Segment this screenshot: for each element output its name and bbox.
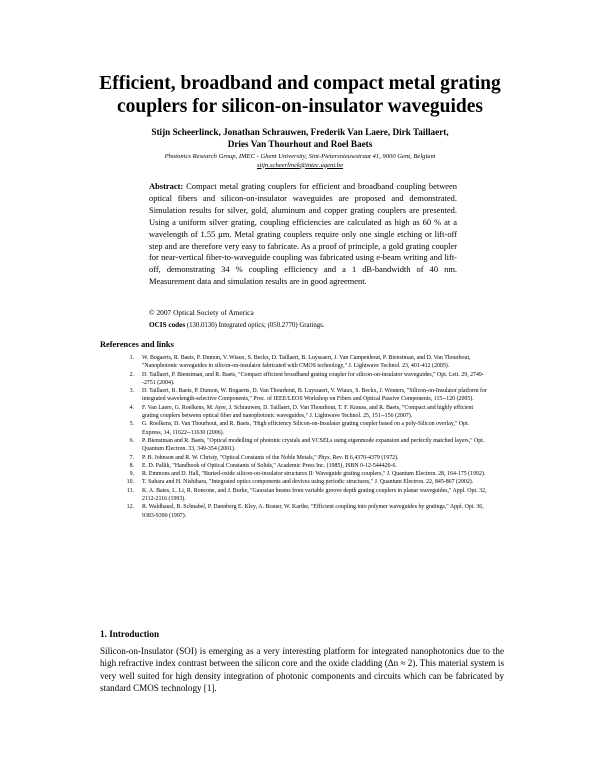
reference-number: 6.: [129, 437, 134, 444]
reference-number: 3.: [129, 388, 134, 395]
reference-text: K. A. Bates, L. Li, R. Roncone, and J. Burke, "Gaussian beams from variable groove depth grating couplers in planar waveguides," Appl. Opt. 32, 2112-2116 (1993).: [142, 487, 487, 503]
reference-number: 5.: [129, 421, 134, 428]
reference-number: 9.: [129, 471, 134, 478]
reference-list: [120, 354, 490, 520]
authors-line-1: Stijn Scheerlinck, Jonathan Schrauwen, Frederik Van Laere, Dirk Taillaert,: [151, 127, 449, 137]
reference-text: G. Roelkens, D. Van Thourhout, and R. Baets, "High efficiency Silicon-on-Insulator grating coupler based on a poly-Silicon overlay," Opt. Express, 14, 11622--11630 (2006).: [142, 421, 470, 436]
introduction-paragraph: Silicon-on-Insulator (SOI) is emerging as a very interesting platform for integrated nanophotonics due to the high refractive index contrast between the silicon core and the oxide cladding (Δn ≈ 2). This material system is very well suited for high density integration of photonic components and circuits which can be fabricated by standard CMOS technology [1].: [100, 646, 504, 694]
reference-number: 11.: [126, 487, 134, 494]
ocis-text: (130.0130) Integrated optics; (050.2770) Gratings.: [186, 322, 325, 329]
reference-item: [120, 487, 490, 504]
reference-item: [120, 470, 490, 478]
reference-item: [120, 404, 490, 421]
reference-text: F. Van Laere, G. Roelkens, M. Ayre, J. Schrauwen, D. Taillaert, D. Van Thourhout, T. F. Krauss, and R. Baets, "Compact and highly efficient grating couplers between optical fiber and nanophotonic waveguides," J. Lightwave Technol. 25, 151--156 (2007).: [142, 404, 474, 420]
reference-text: R. Waldhausl, B. Schnabel, P. Dannberg E. Kley, A. Brauer, W. Karthe, "Efficient coupling into polymer waveguides by gratings," Appl. Opt. 36, 9383-9390 (1997).: [142, 504, 484, 519]
reference-item: [120, 437, 490, 454]
reference-text: D. Taillaert, P. Bienstman, and R. Baets, "Compact efficient broadband grating coupler for silicon-on-insulator waveguides," Opt. Lett. 29, 2749--2751 (2004).: [142, 371, 484, 386]
reference-text: W. Bogaerts, R. Baets, P. Dumon, V. Wiaux, S. Beckx, D. Taillaert, B. Luyssaert, J. Van Campenhout, P. Bienstman, and D. Van Thourhout, "Nanophotonic waveguides in silicon-on-insulator fabricated with CMOS technology," J. Lightwave Technol. 23, 401-412 (2005).: [142, 355, 471, 370]
references-heading: References and links: [100, 340, 174, 349]
reference-text: E. D. Pallik, "Handbook of Optical Constants of Solids," Academic Press Inc. (1985), ISBN 0-12-544420-6.: [142, 462, 397, 469]
author-email-link[interactable]: stijn.scheerlinck@intec.ugent.be: [256, 161, 344, 169]
reference-number: 8.: [129, 462, 134, 469]
reference-item: [120, 503, 490, 520]
author-list: [95, 126, 505, 150]
reference-text: R. Emmons and D. Hall, "Buried-oxide silicon-on-insulator structures II: Waveguide grating couplers," J. Quantum Electron. 28, 164-175 (1992).: [142, 471, 486, 478]
reference-number: 10.: [126, 479, 134, 486]
reference-text: P. B. Johnson and R. W. Christy, "Optical Constants of the Noble Metals," Phys. Rev. B 6,4370-4379 (1972).: [142, 454, 399, 461]
reference-item: [120, 354, 490, 371]
reference-number: 4.: [129, 404, 134, 411]
reference-number: 2.: [129, 371, 134, 378]
introduction-heading: 1. Introduction: [100, 629, 160, 639]
reference-item: [120, 420, 490, 437]
copyright-notice: © 2007 Optical Society of America: [149, 308, 254, 317]
reference-text: T. Suhara and H. Nishihara, "Integrated optics components and devices using periodic structures," J. Quantum Electron. 22, 845-867 (2002).: [142, 479, 474, 486]
reference-number: 1.: [129, 355, 134, 361]
title-line-2: couplers for silicon-on-insulator waveguides: [116, 96, 483, 117]
abstract-text: Compact metal grating couplers for efficient and broadband coupling between optical fibers and silicon-on-insulator waveguides are proposed and demonstrated. Simulation results for silver, gold, aluminum and copper grating couplers are presented. Using a uniform silver grating, coupling efficiencies are calculated as high as 60 % at a wavelength of 1.55 µm. Metal grating couplers require only one single etching or lift-off step and are therefore very easy to fabricate. As a proof of principle, a gold grating coupler for near-vertical fiber-to-waveguide coupling was fabricated using e-beam writing and lift-off, demonstrating 34 % coupling efficiency and a 1 dB-bandwidth of 40 nm. Measurement data and simulation results are in good agreement.: [149, 181, 457, 287]
reference-item: [120, 387, 490, 404]
reference-text: D. Taillaert, R. Baets, P. Dumon, W. Bogaerts, D. Van Thourhout, B. Luyssaert, V. Wiaux, S. Beckx, J. Wouters, "Silicon-on-Insulator platform for integrated wavelength-selective Components," Proc. of IEEE/LEOS Workshop on Fibers and Optical Passive Components, 115--120 (2005).: [142, 388, 487, 403]
reference-item: [120, 371, 490, 388]
reference-item: [120, 462, 490, 470]
ocis-codes: [149, 321, 324, 330]
title-line-1: Efficient, broadband and compact metal grating: [99, 73, 501, 94]
reference-text: P. Bienstman and R. Baets, "Optical modelling of photonic crystals and VCSELs using eigenmode expansion and perfectly matched layers," Opt. Quantum Electron. 33, 349-354 (2001).: [142, 437, 485, 453]
abstract-paragraph: [149, 181, 457, 288]
abstract-label: Abstract:: [149, 181, 184, 191]
authors-line-2: Dries Van Thourhout and Roel Baets: [227, 139, 373, 149]
reference-item: [120, 454, 490, 462]
ocis-label: OCIS codes: [149, 321, 186, 329]
reference-number: 7.: [129, 454, 134, 461]
affiliation-block: [110, 153, 490, 170]
reference-item: [120, 478, 490, 486]
paper-title: [60, 72, 540, 118]
affiliation: Photonics Research Group, IMEC - Ghent University, Sint-Pietersnieuwstraat 41, 9000 Gent, Belgium: [164, 153, 436, 160]
reference-number: 12.: [126, 504, 134, 511]
